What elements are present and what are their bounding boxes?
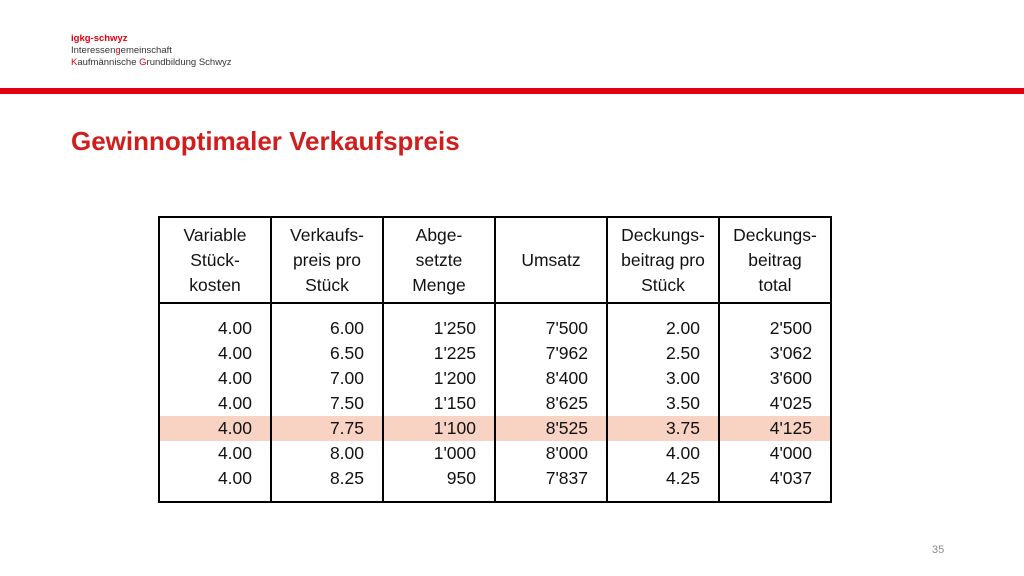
table-cell: 1'225 xyxy=(383,341,495,366)
table-cell: 4'125 xyxy=(719,416,831,441)
table-cell: 8'000 xyxy=(495,441,607,466)
table-cell: 8.25 xyxy=(271,466,383,502)
table-cell: 3.00 xyxy=(607,366,719,391)
table-cell: 3.50 xyxy=(607,391,719,416)
table-cell: 3'600 xyxy=(719,366,831,391)
table-cell: 7.50 xyxy=(271,391,383,416)
table-cell: 4'025 xyxy=(719,391,831,416)
table-row xyxy=(159,466,831,502)
table-cell: 7.00 xyxy=(271,366,383,391)
pricing-table xyxy=(158,216,832,503)
table-cell: 2.00 xyxy=(607,303,719,341)
table-cell: 4.00 xyxy=(217,368,252,388)
header-row xyxy=(159,217,831,303)
header-divider xyxy=(0,88,1024,94)
table-cell: 6.50 xyxy=(271,341,383,366)
table-cell: 1'100 xyxy=(383,416,495,441)
org-line-1: Interessengemeinschaft xyxy=(71,45,172,56)
table-cell: 1'200 xyxy=(383,366,495,391)
table-cell: 8'525 xyxy=(495,416,607,441)
table-row xyxy=(159,303,831,341)
table-cell: 4.00 xyxy=(217,343,252,363)
org-name: igkg-schwyz xyxy=(71,33,128,44)
table-cell: 7'962 xyxy=(495,341,607,366)
table-cell: 7'500 xyxy=(495,303,607,341)
table-row-highlighted xyxy=(159,416,831,441)
table-cell: 8'625 xyxy=(495,391,607,416)
column-header: Deckungs- beitrag pro Stück xyxy=(607,217,719,303)
table-row xyxy=(159,341,831,366)
table-cell: 950 xyxy=(383,466,495,502)
table-row xyxy=(159,366,831,391)
table-cell: 1'150 xyxy=(383,391,495,416)
table-cell: 8.00 xyxy=(271,441,383,466)
org-line-2: Kaufmännische Grundbildung Schwyz xyxy=(71,57,232,68)
table-cell: 4.00 xyxy=(217,393,252,413)
column-header: Verkaufs- preis pro Stück xyxy=(271,217,383,303)
table-cell: 7.75 xyxy=(271,416,383,441)
table-cell: 4.25 xyxy=(607,466,719,502)
table-cell: 3.75 xyxy=(607,416,719,441)
table-cell: 4.00 xyxy=(217,318,252,338)
page-number: 35 xyxy=(932,544,945,556)
table-cell: 2'500 xyxy=(719,303,831,341)
table-cell: 1'250 xyxy=(383,303,495,341)
table-cell: 4.00 xyxy=(217,468,252,488)
column-header: Umsatz xyxy=(495,217,607,303)
table-cell: 6.00 xyxy=(271,303,383,341)
table-cell: 4'037 xyxy=(719,466,831,502)
column-header: Variable Stück- kosten xyxy=(159,217,271,303)
page-title: Gewinnoptimaler Verkaufspreis xyxy=(71,126,460,156)
table-cell: 7'837 xyxy=(495,466,607,502)
table-cell: 8'400 xyxy=(495,366,607,391)
table-cell: 1'000 xyxy=(383,441,495,466)
column-header: Abge- setzte Menge xyxy=(383,217,495,303)
table-cell: 2.50 xyxy=(607,341,719,366)
table-row xyxy=(159,441,831,466)
column-header: Deckungs- beitrag total xyxy=(719,217,831,303)
table-cell: 4.00 xyxy=(607,441,719,466)
table-cell: 4.00 xyxy=(217,443,252,463)
table-cell: 4.00 xyxy=(159,416,271,441)
table-cell: 3'062 xyxy=(719,341,831,366)
table-cell: 4'000 xyxy=(719,441,831,466)
org-header xyxy=(71,33,232,69)
table-row xyxy=(159,391,831,416)
